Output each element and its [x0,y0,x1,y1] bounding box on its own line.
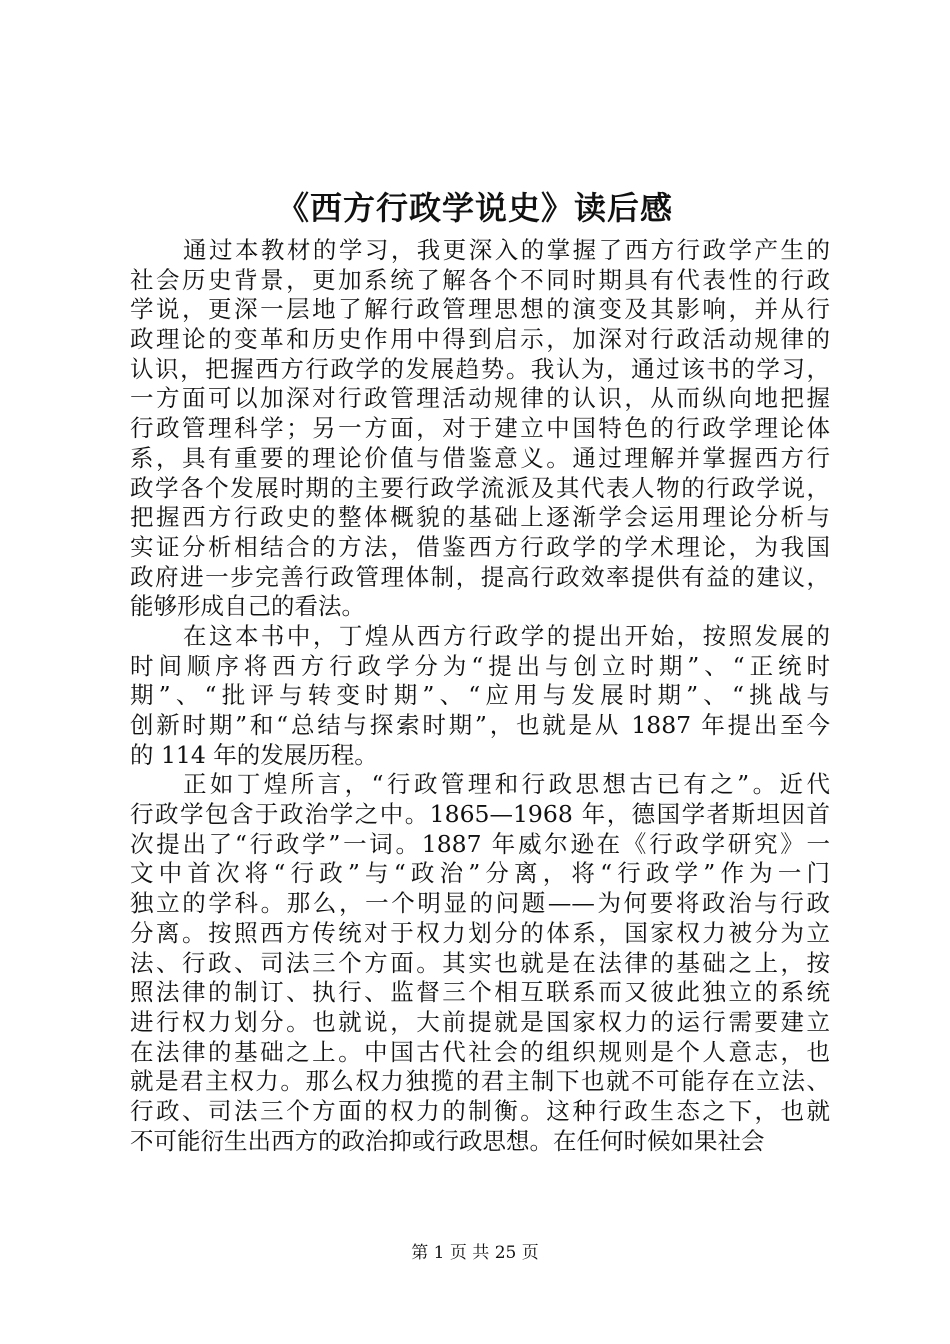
text-line: 次提出了“行政学”一词。1887 年威尔逊在《行政学研究》一 [130,829,830,858]
text-line: 在法律的基础之上。中国古代社会的组织规则是个人意志，也 [130,1037,830,1066]
text-line: 进行权力划分。也就说，大前提就是国家权力的运行需要建立 [130,1007,830,1036]
paragraph [130,770,830,1156]
text-line: 实证分析相结合的方法，借鉴西方行政学的学术理论，为我国 [130,532,830,561]
text-line: 照法律的制订、执行、监督三个相互联系而又彼此独立的系统 [130,978,830,1007]
text-line: 就是君主权力。那么权力独揽的君主制下也就不可能存在立法、 [130,1067,830,1096]
page-footer: 第 1 页 共 25 页 [411,1243,539,1263]
text-line: 的 114 年的发展历程。 [130,740,378,769]
text-line: 社会历史背景，更加系统了解各个不同时期具有代表性的行政 [130,265,830,294]
text-line: 把握西方行政史的整体概貌的基础上逐渐学会运用理论分析与 [130,503,830,532]
text-line: 能够形成自己的看法。 [130,592,365,621]
text-line: 行政、司法三个方面的权力的制衡。这种行政生态之下，也就 [130,1096,830,1125]
document-body [130,236,830,1156]
text-line: 期”、“批评与转变时期”、“应用与发展时期”、“挑战与 [130,681,830,710]
text-line: 政府进一步完善行政管理体制，提高行政效率提供有益的建议， [130,562,830,591]
text-line: 不可能衍生出西方的政治抑或行政思想。在任何时候如果社会 [130,1126,765,1155]
text-line: 在这本书中，丁煌从西方行政学的提出开始，按照发展的 [183,621,830,650]
text-line: 认识，把握西方行政学的发展趋势。我认为，通过该书的学习， [130,354,830,383]
text-line: 行政管理科学；另一方面，对于建立中国特色的行政学理论体 [130,414,830,443]
text-line: 系，具有重要的理论价值与借鉴意义。通过理解并掌握西方行 [130,443,830,472]
text-line: 政理论的变革和历史作用中得到启示，加深对行政活动规律的 [130,325,830,354]
page-title: 《西方行政学说史》读后感 [276,189,673,227]
text-line: 学说，更深一层地了解行政管理思想的演变及其影响，并从行 [130,295,830,324]
text-line: 法、行政、司法三个方面。其实也就是在法律的基础之上，按 [130,948,830,977]
text-line: 独立的学科。那么，一个明显的问题——为何要将政治与行政 [130,889,830,918]
text-line: 一方面可以加深对行政管理活动规律的认识，从而纵向地把握 [130,384,830,413]
text-line: 政学各个发展时期的主要行政学流派及其代表人物的行政学说， [130,473,830,502]
text-line: 时间顺序将西方行政学分为“提出与创立时期”、“正统时 [130,651,830,680]
text-line: 正如丁煌所言，“行政管理和行政思想古已有之”。近代 [183,770,830,799]
paragraph [130,236,830,622]
text-line: 通过本教材的学习，我更深入的掌握了西方行政学产生的 [183,236,830,264]
text-line: 分离。按照西方传统对于权力划分的体系，国家权力被分为立 [130,918,830,947]
text-line: 文中首次将“行政”与“政治”分离，将“行政学”作为一门 [130,859,830,888]
text-line: 创新时期”和“总结与探索时期”，也就是从 1887 年提出至今 [130,711,830,739]
paragraph [130,622,830,770]
text-line: 行政学包含于政治学之中。1865—1968 年，德国学者斯坦因首 [130,800,830,829]
